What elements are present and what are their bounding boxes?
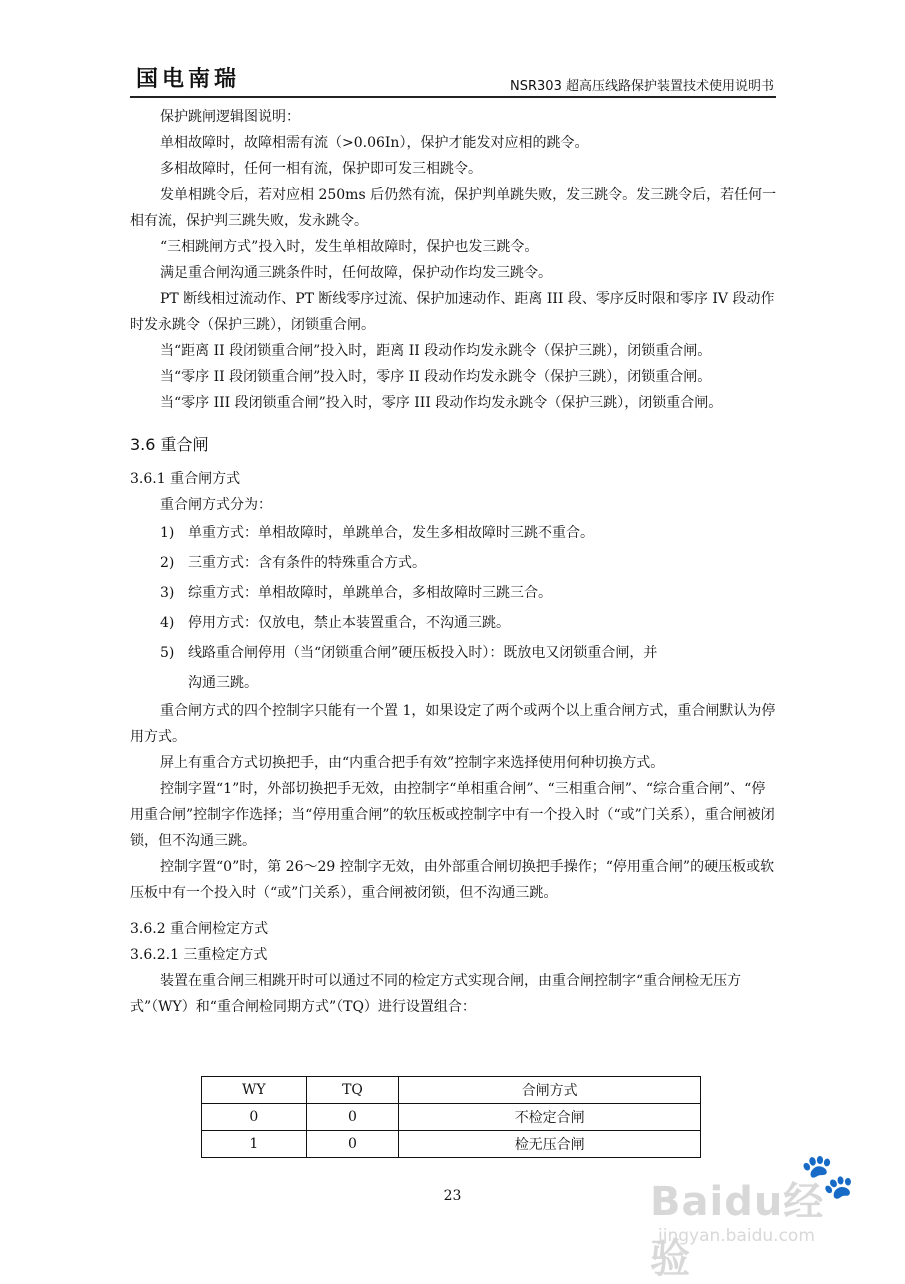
- paragraph: 当“距离 II 段闭锁重合闸”投入时，距离 II 段动作均发永跳令（保护三跳），闭锁重合闸。: [160, 343, 712, 359]
- paragraph: “三相跳闸方式”投入时，发生单相故障时，保护也发三跳令。: [160, 239, 539, 255]
- list-item: 1) 单重方式：单相故障时，单跳单合，发生多相故障时三跳不重合。: [160, 525, 594, 541]
- company-logo: 国电南瑞: [136, 66, 241, 92]
- paragraph: PT 断线相过流动作、PT 断线零序过流、保护加速动作、距离 III 段、零序反时限和零序 IV 段动作时发永跳令（保护三跳），闭锁重合闸。: [130, 291, 775, 333]
- subsection-heading: 3.6.1 重合闸方式: [130, 471, 241, 487]
- subsection-heading: 3.6.2 重合闸检定方式: [130, 921, 269, 937]
- paragraph: 屏上有重合方式切换把手，由“内重合把手有效”控制字来选择使用何种切换方式。: [160, 755, 665, 771]
- table-header-row: [202, 1077, 701, 1104]
- paragraph: 保护跳闸逻辑图说明：: [160, 109, 300, 125]
- paragraph: 当“零序 II 段闭锁重合闸”投入时，零序 II 段动作均发永跳令（保护三跳），闭锁重合闸。: [160, 369, 712, 385]
- table-row: [202, 1104, 701, 1131]
- paragraph: 控制字置“1”时，外部切换把手无效，由控制字“单相重合闸”、“三相重合闸”、“综合重合闸”、“停用重合闸”控制字作选择；当“停用重合闸”的软压板或控制字中有一个投入时（“或”门关系），重合闸被闭锁，但不沟通三跳。: [130, 781, 775, 849]
- table-cell: 0: [306, 1104, 399, 1131]
- document-title: NSR303 超高压线路保护装置技术使用说明书: [510, 79, 774, 94]
- watermark-brand: Baidu经验: [650, 1179, 825, 1282]
- list-item: 3) 综重方式：单相故障时，单跳单合，多相故障时三跳三合。: [160, 585, 552, 601]
- table-cell: 检无压合闸: [399, 1131, 701, 1158]
- paragraph: 控制字置“0”时，第 26～29 控制字无效，由外部重合闸切换把手操作；“停用重合闸”的硬压板或软压板中有一个投入时（“或”门关系），重合闸被闭锁，但不沟通三跳。: [130, 859, 775, 901]
- subsubsection-heading: 3.6.2.1 三重检定方式: [130, 947, 268, 963]
- check-mode-table: [201, 1076, 701, 1158]
- paragraph: 发单相跳令后，若对应相 250ms 后仍然有流，保护判单跳失败，发三跳令。发三跳令后，若任何一相有流，保护判三跳失败，发永跳令。: [130, 187, 777, 229]
- paw-icon: 🐾: [800, 1151, 855, 1202]
- page-number: 23: [443, 1188, 462, 1204]
- paragraph: 多相故障时，任何一相有流，保护即可发三相跳令。: [160, 161, 482, 177]
- recloser-mode-list: [130, 518, 778, 698]
- list-item: 4) 停用方式：仅放电，禁止本装置重合，不沟通三跳。: [160, 615, 510, 631]
- paragraph: 当“零序 III 段闭锁重合闸”投入时，零序 III 段动作均发永跳令（保护三跳），闭锁重合闸。: [160, 395, 723, 411]
- page-header: [130, 62, 776, 98]
- table-cell: 不检定合闸: [399, 1104, 701, 1131]
- column-header: WY: [202, 1077, 307, 1104]
- paragraph: 重合闸方式分为：: [160, 497, 272, 513]
- table-cell: 0: [202, 1104, 307, 1131]
- paragraph: 装置在重合闸三相跳开时可以通过不同的检定方式实现合闸，由重合闸控制字“重合闸检无压方式”（WY）和“重合闸检同期方式”（TQ）进行设置组合：: [130, 973, 742, 1015]
- baidu-watermark: [650, 1150, 855, 1282]
- watermark-url: jingyan.baidu.com: [658, 1226, 815, 1246]
- section-heading: 3.6 重合闸: [130, 435, 209, 454]
- page-content: [130, 104, 778, 1020]
- column-header: TQ: [306, 1077, 399, 1104]
- list-item: 5) 线路重合闸停用（当“闭锁重合闸”硬压板投入时）：既放电又闭锁重合闸，并 沟通三跳。: [160, 645, 658, 691]
- list-item: 2) 三重方式：含有条件的特殊重合方式。: [160, 555, 426, 571]
- paragraph: 单相故障时，故障相需有流（>0.06In），保护才能发对应相的跳令。: [160, 135, 589, 151]
- table-row: [202, 1131, 701, 1158]
- paragraph: 重合闸方式的四个控制字只能有一个置 1，如果设定了两个或两个以上重合闸方式，重合闸默认为停用方式。: [130, 703, 776, 745]
- paragraph: 满足重合闸沟通三跳条件时，任何故障，保护动作均发三跳令。: [160, 265, 552, 281]
- table-cell: 1: [202, 1131, 307, 1158]
- column-header: 合闸方式: [399, 1077, 701, 1104]
- table-cell: 0: [306, 1131, 399, 1158]
